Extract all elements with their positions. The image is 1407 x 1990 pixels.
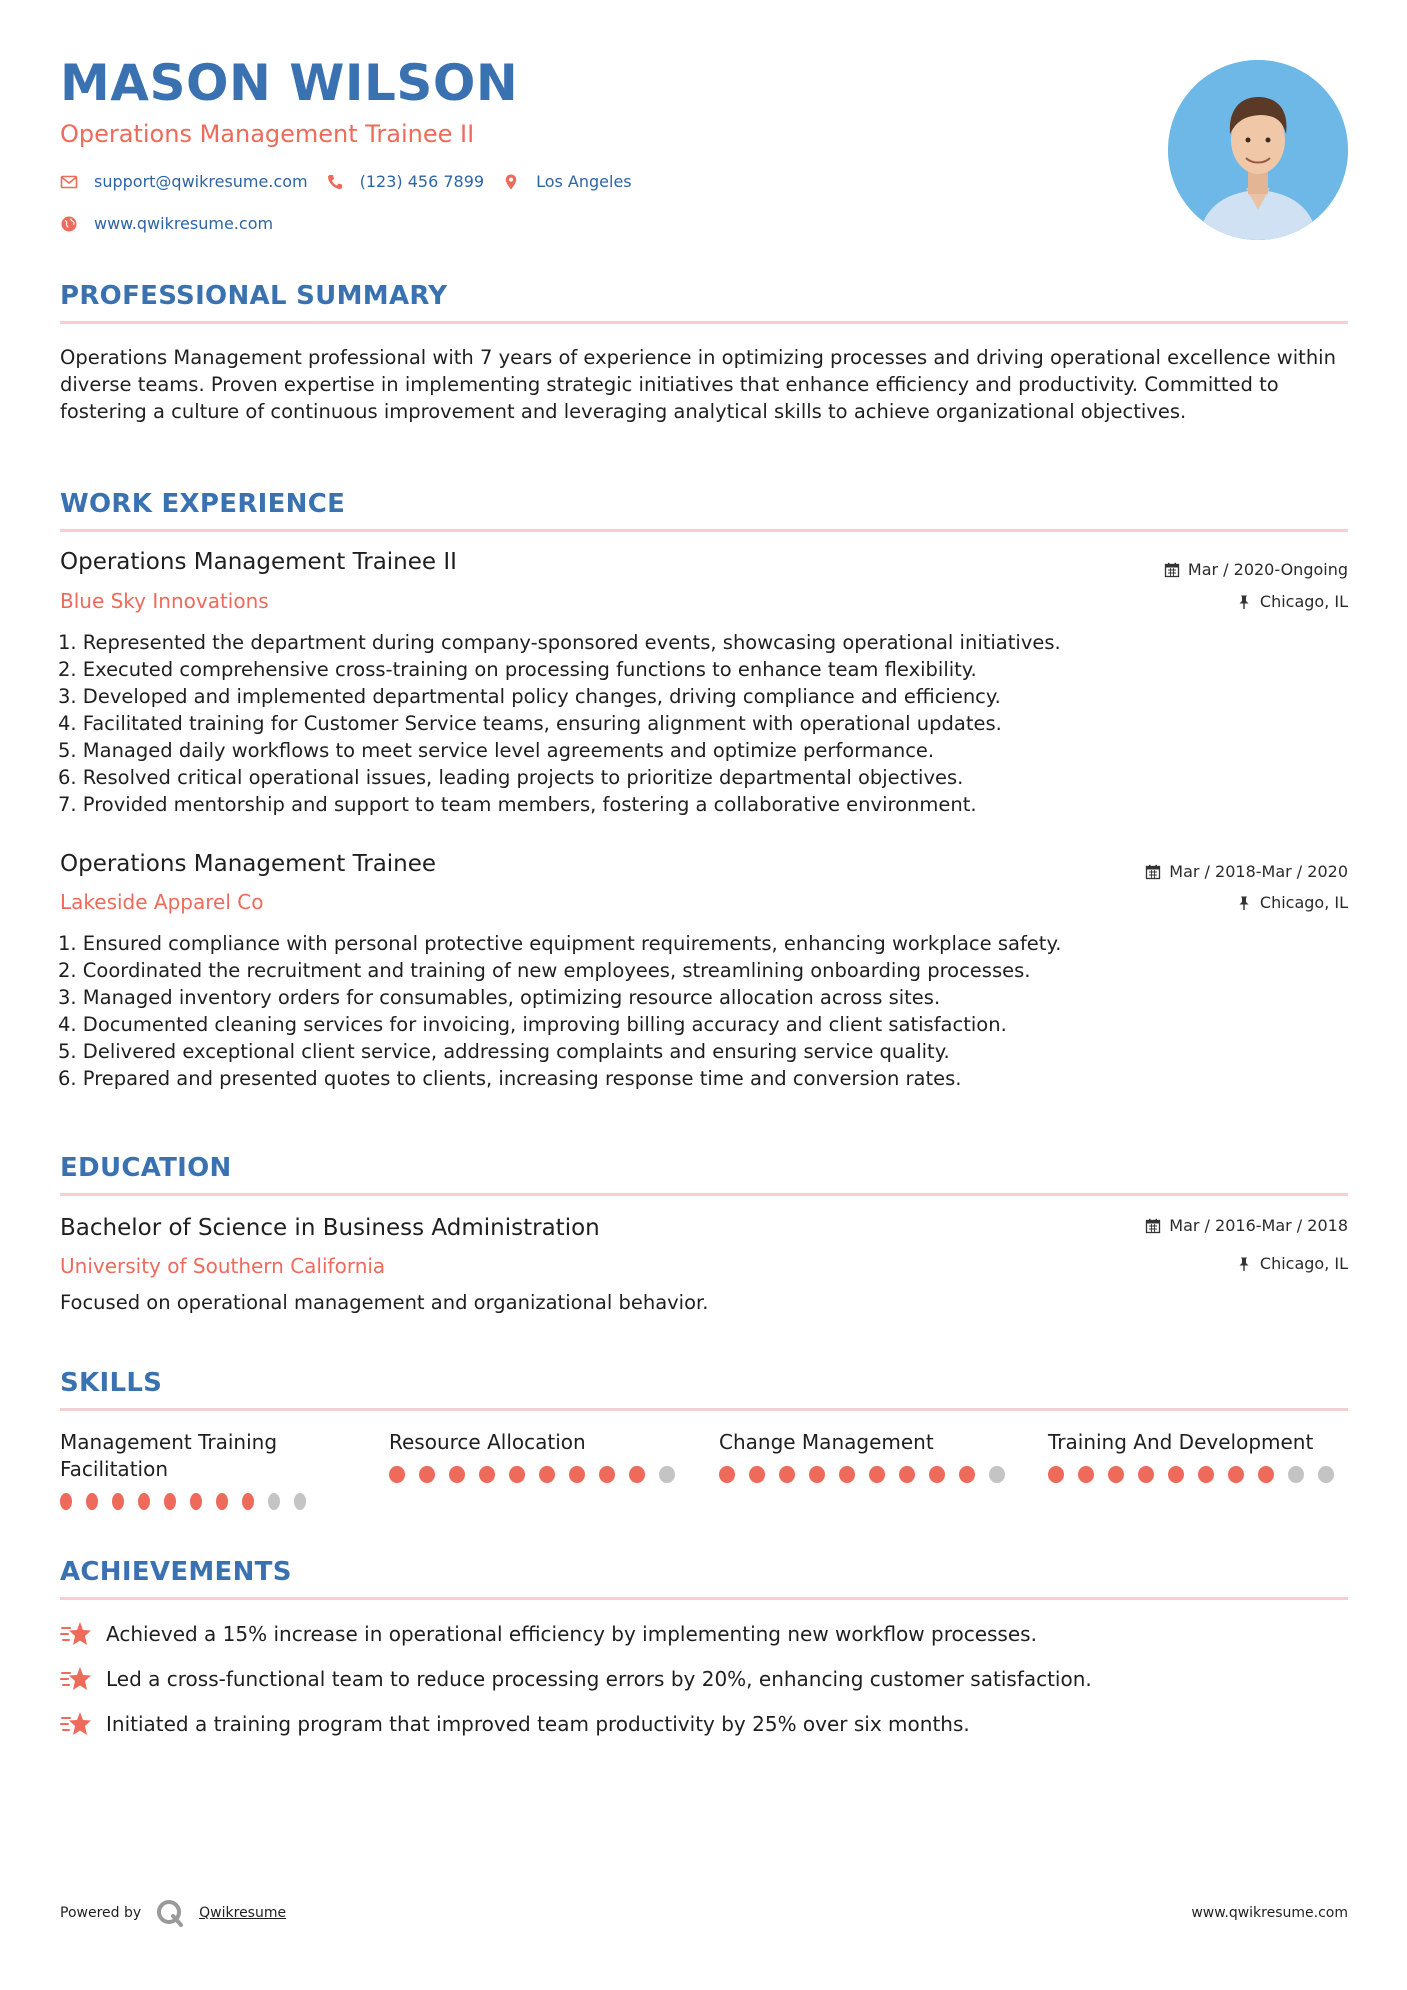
rating-dot-filled	[242, 1493, 254, 1510]
contact-phone[interactable]	[326, 172, 484, 191]
rating-dot-filled	[112, 1493, 124, 1510]
rating-dot-filled	[509, 1466, 525, 1483]
achievements-heading: ACHIEVEMENTS	[60, 1557, 292, 1587]
rating-dot-filled	[479, 1466, 495, 1483]
rating-dot-filled	[1078, 1466, 1094, 1483]
skill-name: Management Training Facilitation	[60, 1430, 278, 1481]
list-item: 1. Represented the department during company-sponsored events, showcasing operational initiatives.	[58, 631, 1061, 654]
rating-dot-filled	[138, 1493, 150, 1510]
job-company: Lakeside Apparel Co	[60, 890, 264, 914]
profile-photo	[1168, 60, 1348, 240]
pushpin-icon	[1236, 1256, 1252, 1272]
rating-dot-filled	[569, 1466, 585, 1483]
website-text: www.qwikresume.com	[94, 214, 274, 233]
qwikresume-link[interactable]: Qwikresume	[199, 1905, 287, 1921]
skill-item	[60, 1429, 320, 1510]
rating-dot-empty	[268, 1493, 280, 1510]
location-text: Chicago, IL	[1259, 893, 1348, 912]
list-item: 4. Facilitated training for Customer Service teams, ensuring alignment with operational updates.	[58, 712, 1002, 735]
skill-item	[1048, 1429, 1348, 1483]
skill-rating	[719, 1466, 1019, 1483]
list-item: 1. Ensured compliance with personal protective equipment requirements, enhancing workplace safety.	[58, 932, 1062, 955]
section-divider	[60, 529, 1348, 532]
summary-text: Operations Management professional with 7 years of experience in optimizing processes and driving operational excellence within diverse teams. Proven expertise in implementing strategic initiatives that enhance efficiency and productivity. Committed to fostering a culture of continuous improvement and leveraging analytical skills to achieve organizational objectives.	[60, 346, 1336, 423]
qwikresume-logo-icon	[155, 1898, 185, 1928]
footer-powered-by	[60, 1898, 286, 1928]
location-text: Los Angeles	[536, 172, 632, 191]
rating-dot-filled	[164, 1493, 176, 1510]
list-item: 4. Documented cleaning services for invoicing, improving billing accuracy and client satisfaction.	[58, 1013, 1007, 1036]
dates-text: Mar / 2018-Mar / 2020	[1169, 862, 1348, 881]
rating-dot-empty	[1288, 1466, 1304, 1483]
rating-dot-filled	[60, 1493, 72, 1510]
rating-dot-empty	[989, 1466, 1005, 1483]
star-icon	[60, 1665, 92, 1693]
achievement-text: Led a cross-functional team to reduce processing errors by 20%, enhancing customer satisfaction.	[106, 1667, 1092, 1691]
pushpin-icon	[1236, 594, 1252, 610]
rating-dot-empty	[1318, 1466, 1334, 1483]
achievement-text: Initiated a training program that improved team productivity by 25% over six months.	[106, 1712, 970, 1736]
calendar-icon	[1145, 864, 1161, 880]
rating-dot-empty	[659, 1466, 675, 1483]
job-responsibilities	[58, 629, 1348, 818]
job-location	[1236, 592, 1348, 611]
list-item: 3. Managed inventory orders for consumables, optimizing resource allocation across sites.	[58, 986, 941, 1009]
skill-rating	[1048, 1466, 1348, 1483]
contact-website[interactable]	[60, 214, 273, 233]
list-item: 6. Resolved critical operational issues, leading projects to prioritize departmental objectives.	[58, 766, 964, 789]
list-item: 2. Executed comprehensive cross-training on processing functions to enhance team flexibility.	[58, 658, 977, 681]
achievement-item	[60, 1620, 1037, 1648]
list-item: 2. Coordinated the recruitment and training of new employees, streamlining onboarding processes.	[58, 959, 1031, 982]
rating-dot-filled	[839, 1466, 855, 1483]
skill-rating	[389, 1466, 689, 1483]
rating-dot-filled	[389, 1466, 405, 1483]
rating-dot-filled	[719, 1466, 735, 1483]
star-icon	[60, 1620, 92, 1648]
contact-location	[502, 172, 632, 191]
candidate-name: MASON WILSON	[60, 54, 519, 112]
job-responsibilities	[58, 930, 1348, 1092]
list-item: 7. Provided mentorship and support to team members, fostering a collaborative environment.	[58, 793, 977, 816]
rating-dot-filled	[869, 1466, 885, 1483]
skill-item	[719, 1429, 1019, 1483]
rating-dot-filled	[809, 1466, 825, 1483]
job-dates	[1164, 560, 1348, 579]
skill-rating	[60, 1493, 320, 1510]
rating-dot-filled	[1108, 1466, 1124, 1483]
dates-text: Mar / 2016-Mar / 2018	[1169, 1216, 1348, 1235]
section-divider	[60, 1597, 1348, 1600]
location-text: Chicago, IL	[1259, 1254, 1348, 1273]
achievement-item	[60, 1665, 1092, 1693]
rating-dot-filled	[1138, 1466, 1154, 1483]
skill-name: Change Management	[719, 1430, 934, 1454]
email-text: support@qwikresume.com	[94, 172, 308, 191]
contact-row-2	[60, 214, 291, 233]
section-divider	[60, 1193, 1348, 1196]
achievement-text: Achieved a 15% increase in operational efficiency by implementing new workflow processes.	[106, 1622, 1037, 1646]
education-dates	[1145, 1216, 1348, 1235]
rating-dot-empty	[294, 1493, 306, 1510]
map-pin-icon	[502, 173, 520, 191]
achievement-item	[60, 1710, 970, 1738]
section-divider	[60, 1408, 1348, 1411]
rating-dot-filled	[599, 1466, 615, 1483]
summary-heading: PROFESSIONAL SUMMARY	[60, 281, 448, 311]
job-dates	[1145, 862, 1348, 881]
education-degree: Bachelor of Science in Business Administration	[60, 1215, 600, 1241]
contact-email[interactable]	[60, 172, 308, 191]
candidate-title: Operations Management Trainee II	[60, 120, 475, 148]
pushpin-icon	[1236, 895, 1252, 911]
rating-dot-filled	[1048, 1466, 1064, 1483]
education-location	[1236, 1254, 1348, 1273]
skill-item	[389, 1429, 689, 1483]
rating-dot-filled	[749, 1466, 765, 1483]
list-item: 6. Prepared and presented quotes to clients, increasing response time and conversion rates.	[58, 1067, 962, 1090]
dates-text: Mar / 2020-Ongoing	[1187, 560, 1348, 579]
powered-by-label: Powered by	[60, 1905, 142, 1921]
skills-heading: SKILLS	[60, 1368, 163, 1398]
rating-dot-filled	[899, 1466, 915, 1483]
job-title: Operations Management Trainee	[60, 851, 437, 877]
star-icon	[60, 1710, 92, 1738]
section-divider	[60, 321, 1348, 324]
education-school: University of Southern California	[60, 1254, 386, 1278]
calendar-icon	[1145, 1218, 1161, 1234]
rating-dot-filled	[449, 1466, 465, 1483]
list-item: 5. Delivered exceptional client service, addressing complaints and ensuring service quality.	[58, 1040, 950, 1063]
globe-icon	[60, 215, 78, 233]
job-location	[1236, 893, 1348, 912]
education-description: Focused on operational management and organizational behavior.	[60, 1291, 709, 1314]
list-item: 3. Developed and implemented departmental policy changes, driving compliance and efficiency.	[58, 685, 1001, 708]
rating-dot-filled	[1198, 1466, 1214, 1483]
rating-dot-filled	[929, 1466, 945, 1483]
rating-dot-filled	[959, 1466, 975, 1483]
skill-name: Training And Development	[1048, 1430, 1314, 1454]
list-item: 5. Managed daily workflows to meet service level agreements and optimize performance.	[58, 739, 935, 762]
rating-dot-filled	[419, 1466, 435, 1483]
envelope-icon	[60, 173, 78, 191]
education-heading: EDUCATION	[60, 1153, 232, 1183]
job-title: Operations Management Trainee II	[60, 549, 457, 575]
rating-dot-filled	[779, 1466, 795, 1483]
job-company: Blue Sky Innovations	[60, 589, 269, 613]
rating-dot-filled	[629, 1466, 645, 1483]
footer-website[interactable]: www.qwikresume.com	[1191, 1905, 1348, 1921]
skill-name: Resource Allocation	[389, 1430, 586, 1454]
rating-dot-filled	[539, 1466, 555, 1483]
phone-icon	[326, 173, 344, 191]
rating-dot-filled	[1228, 1466, 1244, 1483]
calendar-icon	[1164, 562, 1180, 578]
rating-dot-filled	[86, 1493, 98, 1510]
location-text: Chicago, IL	[1259, 592, 1348, 611]
phone-text: (123) 456 7899	[359, 172, 485, 191]
rating-dot-filled	[216, 1493, 228, 1510]
rating-dot-filled	[1258, 1466, 1274, 1483]
experience-heading: WORK EXPERIENCE	[60, 489, 346, 519]
contact-row	[60, 172, 650, 191]
rating-dot-filled	[190, 1493, 202, 1510]
rating-dot-filled	[1168, 1466, 1184, 1483]
